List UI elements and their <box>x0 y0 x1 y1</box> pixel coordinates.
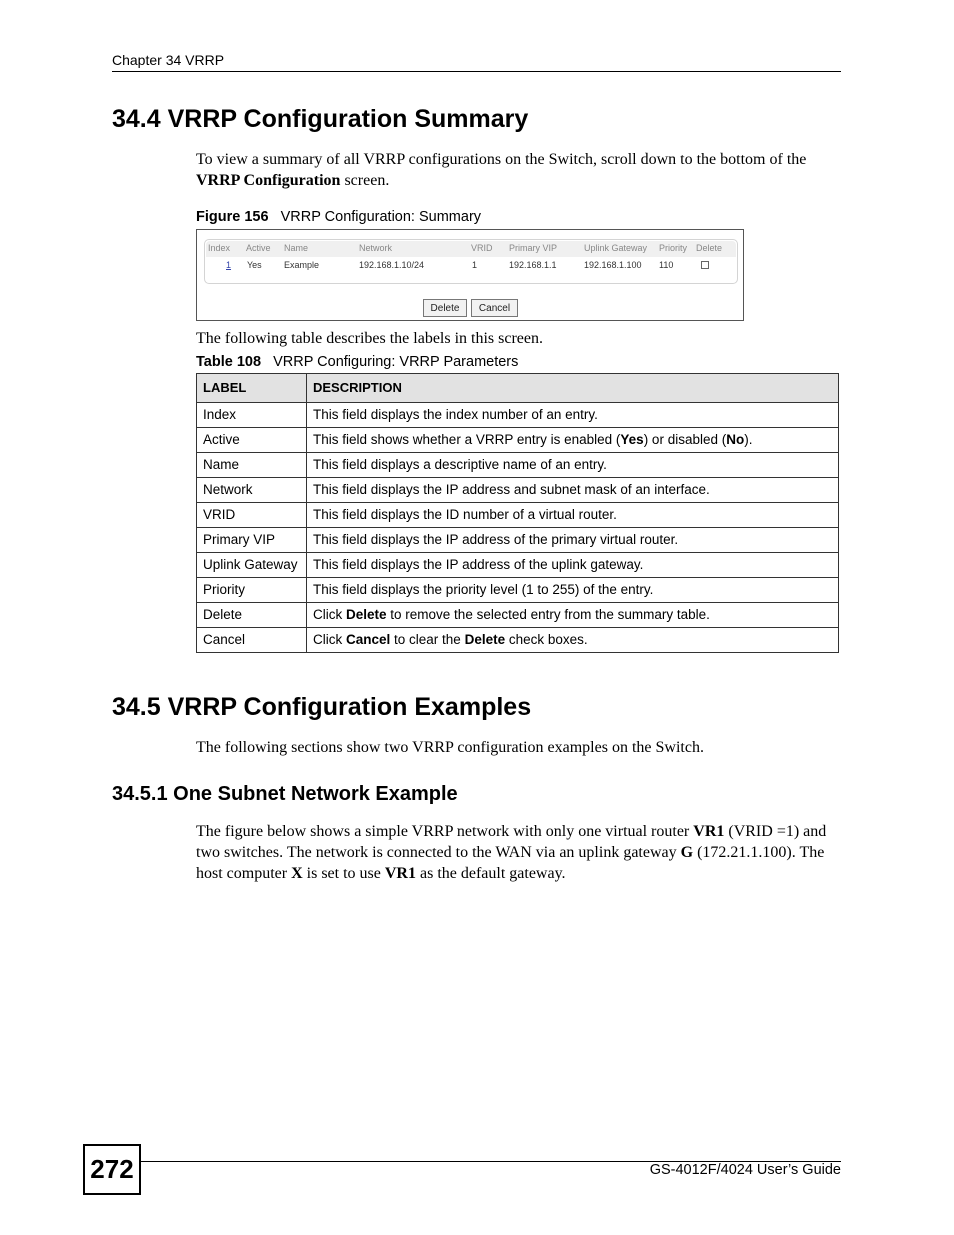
summary-index-link[interactable]: 1 <box>226 260 232 270</box>
table-cell-description: This field displays the IP address and subnet mask of an interface. <box>307 478 839 503</box>
summary-priority-value: 110 <box>659 260 674 270</box>
bold-term: VRRP Configuration <box>196 172 341 189</box>
table-cell-label: Name <box>197 453 307 478</box>
table-cell-label: Uplink Gateway <box>197 553 307 578</box>
chapter-header: Chapter 34 VRRP <box>112 52 225 68</box>
table-caption-label: Table 108 <box>196 354 262 370</box>
bold-term: No <box>726 432 745 447</box>
summary-network-value: 192.168.1.10/24 <box>359 260 425 270</box>
bold-term: Cancel <box>346 632 391 647</box>
summary-active-value: Yes <box>247 260 262 270</box>
table-caption <box>196 354 518 370</box>
table-row <box>197 603 839 628</box>
summary-name-value: Example <box>284 260 320 270</box>
bold-term: VR1 <box>384 865 416 882</box>
section-title-34-4: 34.4 VRRP Configuration Summary <box>112 105 529 133</box>
bold-term: Delete <box>464 632 506 647</box>
summary-header-name: Name <box>284 243 309 253</box>
table-cell-label: Index <box>197 403 307 428</box>
table-row <box>197 528 839 553</box>
table-header-row <box>197 374 839 403</box>
table-row <box>197 503 839 528</box>
summary-primary-vip-value: 192.168.1.1 <box>509 260 557 270</box>
summary-header-uplink-gateway: Uplink Gateway <box>584 243 648 253</box>
table-intro: The following table describes the labels in this screen. <box>196 330 544 347</box>
table-cell-description: This field shows whether a VRRP entry is enabled (Yes) or disabled (No). <box>307 428 839 453</box>
table-caption-text: VRRP Configuring: VRRP Parameters <box>273 354 519 370</box>
table-cell-label: Active <box>197 428 307 453</box>
table-cell-label: Cancel <box>197 628 307 653</box>
figure-caption-text: VRRP Configuration: Summary <box>280 209 482 225</box>
summary-header-row <box>206 241 736 257</box>
delete-button[interactable]: Delete <box>423 299 467 317</box>
summary-header-delete: Delete <box>696 243 723 253</box>
summary-header-priority: Priority <box>659 243 688 253</box>
summary-header-index: Index <box>208 243 231 253</box>
table-cell-label: VRID <box>197 503 307 528</box>
bold-term: Delete <box>346 607 387 622</box>
figure-caption-label: Figure 156 <box>196 209 269 225</box>
table-cell-label: Primary VIP <box>197 528 307 553</box>
table-header-description: DESCRIPTION <box>307 374 839 403</box>
summary-vrid-value: 1 <box>472 260 478 270</box>
figure-vrrp-summary-screenshot <box>196 229 744 321</box>
table-cell-label: Network <box>197 478 307 503</box>
summary-data-row <box>206 259 736 273</box>
table-row <box>197 578 839 603</box>
cancel-button[interactable]: Cancel <box>471 299 518 317</box>
bold-term: Yes <box>620 432 644 447</box>
table-row <box>197 403 839 428</box>
summary-uplink-gateway-value: 192.168.1.100 <box>584 260 642 270</box>
table-cell-description: Click Delete to remove the selected entry from the summary table. <box>307 603 839 628</box>
footer-guide-title: GS-4012F/4024 User’s Guide <box>649 1162 841 1178</box>
table-cell-description: Click Cancel to clear the Delete check boxes. <box>307 628 839 653</box>
table-cell-description: This field displays the index number of an entry. <box>307 403 839 428</box>
bold-term: G <box>680 844 694 861</box>
summary-header-primary-vip: Primary VIP <box>509 243 558 253</box>
summary-header-vrid: VRID <box>471 243 493 253</box>
section-34-4-intro: To view a summary of all VRRP configurations on the Switch, scroll down to the bottom of the VRRP Configuration screen. <box>196 151 807 189</box>
summary-header-network: Network <box>359 243 393 253</box>
bold-term: VR1 <box>693 823 725 840</box>
summary-table-panel <box>204 239 738 284</box>
table-row <box>197 553 839 578</box>
section-34-5-1-body: The figure below shows a simple VRRP network with only one virtual router VR1 (VRID =1) and two switches. The network is connected to the WAN via an uplink gateway G (172.21.1.100). The host computer X is set to use VR1 as the default gateway. <box>196 823 827 882</box>
figure-caption <box>196 209 481 225</box>
table-row <box>197 478 839 503</box>
table-cell-description: This field displays the IP address of the primary virtual router. <box>307 528 839 553</box>
section-title-34-5-1: 34.5.1 One Subnet Network Example <box>112 783 458 805</box>
table-cell-description: This field displays the priority level (1 to 255) of the entry. <box>307 578 839 603</box>
table-cell-label: Priority <box>197 578 307 603</box>
table-cell-description: This field displays the IP address of the uplink gateway. <box>307 553 839 578</box>
bold-term: X <box>291 865 303 882</box>
summary-header-active: Active <box>246 243 271 253</box>
table-cell-label: Delete <box>197 603 307 628</box>
table-header-label: LABEL <box>197 374 307 403</box>
vrrp-parameters-table <box>196 373 839 653</box>
header-rule <box>112 71 841 72</box>
table-row <box>197 628 839 653</box>
table-row <box>197 453 839 478</box>
table-cell-description: This field displays the ID number of a virtual router. <box>307 503 839 528</box>
table-row <box>197 428 839 453</box>
table-cell-description: This field displays a descriptive name of an entry. <box>307 453 839 478</box>
page-number: 272 <box>83 1144 141 1195</box>
section-34-5-intro: The following sections show two VRRP configuration examples on the Switch. <box>196 739 704 756</box>
summary-delete-checkbox[interactable] <box>701 261 709 269</box>
section-title-34-5: 34.5 VRRP Configuration Examples <box>112 693 532 721</box>
